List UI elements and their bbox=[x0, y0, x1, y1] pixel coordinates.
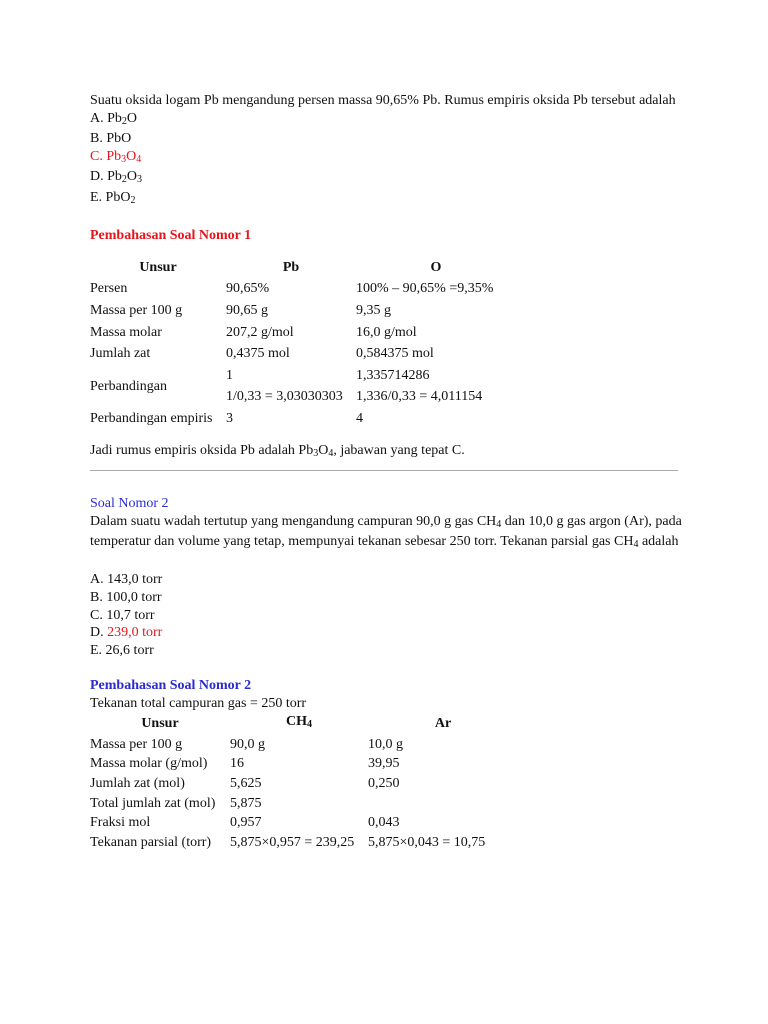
option-c bbox=[90, 148, 690, 169]
pb-value: 3 bbox=[226, 410, 233, 426]
table-row bbox=[90, 278, 516, 300]
subscript: 2 bbox=[121, 174, 127, 186]
subscript: 4 bbox=[307, 719, 312, 731]
option-c: C. 10,7 torr bbox=[90, 607, 155, 623]
table-row bbox=[90, 343, 516, 365]
question-text: dan 10,0 g gas argon (Ar), pada temperatur dan volume yang tetap, mempunyai tekanan sebesar 250 torr. Tekanan parsial gas CH bbox=[90, 513, 682, 550]
o-value: 16,0 g/mol bbox=[356, 324, 417, 340]
option-e bbox=[90, 189, 690, 210]
ch4-value: 0,957 bbox=[230, 815, 262, 831]
row-label: Massa molar bbox=[90, 324, 162, 340]
subscript: 4 bbox=[136, 153, 142, 165]
document-page bbox=[90, 92, 690, 852]
row-label: Jumlah zat bbox=[90, 346, 151, 362]
o-value: 4 bbox=[356, 410, 363, 426]
pb-value: 90,65% bbox=[226, 281, 270, 297]
row-label: Perbandingan bbox=[90, 378, 167, 394]
header-ch4 bbox=[230, 712, 368, 735]
option-label: E. PbO bbox=[90, 189, 131, 205]
option-a: A. 143,0 torr bbox=[90, 572, 163, 588]
pembahasan-2-intro: Tekanan total campuran gas = 250 torr bbox=[90, 695, 307, 711]
table-row bbox=[90, 322, 516, 344]
table-row bbox=[90, 408, 516, 430]
o-ratio-calc: 1,336/0,33 = 4,011154 bbox=[356, 389, 483, 405]
question-1-options bbox=[90, 110, 690, 210]
row-label: Massa per 100 g bbox=[90, 302, 183, 318]
option-b: B. 100,0 torr bbox=[90, 590, 162, 606]
question-2-text bbox=[90, 513, 690, 554]
pembahasan-1-heading: Pembahasan Soal Nomor 1 bbox=[90, 228, 252, 244]
pb-value: 0,4375 mol bbox=[226, 346, 290, 362]
conclusion-text: , jabawan yang tepat C. bbox=[333, 442, 465, 458]
ch4-value: 5,875×0,957 = 239,25 bbox=[230, 834, 355, 850]
ar-value: 39,95 bbox=[368, 756, 400, 772]
table-row bbox=[90, 754, 518, 774]
subscript: 3 bbox=[121, 153, 127, 165]
o-value: 0,584375 mol bbox=[356, 346, 434, 362]
o-value: 9,35 g bbox=[356, 302, 391, 318]
header-text: CH bbox=[286, 714, 307, 730]
pb-value: 207,2 g/mol bbox=[226, 324, 294, 340]
header-unsur: Unsur bbox=[141, 715, 179, 731]
pb-value bbox=[226, 365, 356, 408]
question-1-text: Suatu oksida logam Pb mengandung persen massa 90,65% Pb. Rumus empiris oksida Pb tersebut adalah bbox=[90, 93, 676, 108]
correct-answer: 239,0 torr bbox=[107, 625, 163, 641]
formula-part: O bbox=[126, 169, 138, 185]
pb-ratio-calc: 1/0,33 = 3,03030303 bbox=[226, 389, 343, 405]
ch4-value: 16 bbox=[230, 756, 244, 772]
row-label: Total jumlah zat (mol) bbox=[90, 795, 216, 811]
o-value bbox=[356, 365, 516, 408]
option-d bbox=[90, 624, 690, 642]
option-a bbox=[90, 110, 690, 131]
o-ratio: 1,335714286 bbox=[356, 367, 430, 383]
row-label: Massa molar (g/mol) bbox=[90, 756, 208, 772]
pb-value: 90,65 g bbox=[226, 302, 268, 318]
row-label: Fraksi mol bbox=[90, 815, 151, 831]
pembahasan-2-heading: Pembahasan Soal Nomor 2 bbox=[90, 678, 252, 694]
conclusion-text: Jadi rumus empiris oksida Pb adalah Pb bbox=[90, 442, 314, 458]
pembahasan-1-table bbox=[90, 257, 516, 430]
ar-value: 10,0 g bbox=[368, 736, 403, 752]
ar-value bbox=[368, 794, 518, 814]
table-row bbox=[90, 813, 518, 833]
question-text: Dalam suatu wadah tertutup yang mengandung campuran 90,0 g gas CH bbox=[90, 513, 497, 529]
ar-value: 5,875×0,043 = 10,75 bbox=[368, 834, 486, 850]
ch4-value: 90,0 g bbox=[230, 736, 265, 752]
divider bbox=[90, 470, 678, 471]
table-header-row bbox=[90, 257, 516, 279]
subscript: 4 bbox=[328, 447, 334, 459]
option-label: D. Pb bbox=[90, 169, 122, 185]
table-row bbox=[90, 300, 516, 322]
formula-part: O bbox=[126, 148, 137, 164]
subscript: 4 bbox=[496, 518, 502, 530]
header-pb: Pb bbox=[282, 259, 300, 275]
subscript: 3 bbox=[313, 447, 319, 459]
table-header-row bbox=[90, 712, 518, 735]
formula-part: O bbox=[126, 110, 138, 126]
o-value: 100% – 90,65% =9,35% bbox=[356, 281, 494, 297]
pb-ratio: 1 bbox=[226, 367, 233, 383]
option-e: E. 26,6 torr bbox=[90, 642, 154, 658]
ch4-value: 5,875 bbox=[230, 795, 262, 811]
pembahasan-1-conclusion bbox=[90, 442, 690, 463]
option-label: C. Pb bbox=[90, 148, 122, 164]
subscript: 2 bbox=[121, 115, 127, 127]
row-label: Jumlah zat (mol) bbox=[90, 776, 185, 791]
subscript: 4 bbox=[633, 539, 639, 551]
row-label: Perbandingan empiris bbox=[90, 410, 213, 426]
ar-value: 0,043 bbox=[368, 815, 400, 831]
question-text: adalah bbox=[638, 534, 679, 550]
table-row bbox=[90, 774, 518, 794]
table-row-perbandingan bbox=[90, 365, 516, 408]
option-label: B. PbO bbox=[90, 131, 132, 147]
option-prefix: D. bbox=[90, 625, 108, 641]
pembahasan-2-table bbox=[90, 712, 518, 852]
option-d bbox=[90, 168, 690, 189]
option-b bbox=[90, 130, 690, 148]
conclusion-text: O bbox=[318, 442, 329, 458]
table-row bbox=[90, 833, 518, 853]
row-label: Massa per 100 g bbox=[90, 736, 183, 752]
subscript: 2 bbox=[130, 194, 136, 206]
question-2-heading: Soal Nomor 2 bbox=[90, 496, 169, 512]
header-ar: Ar bbox=[434, 715, 452, 731]
option-label: A. Pb bbox=[90, 110, 122, 126]
ch4-value: 5,625 bbox=[230, 776, 262, 791]
ar-value: 0,250 bbox=[368, 776, 400, 791]
row-label: Persen bbox=[90, 281, 128, 297]
header-o: O bbox=[430, 259, 442, 275]
table-row bbox=[90, 794, 518, 814]
row-label: Tekanan parsial (torr) bbox=[90, 834, 212, 850]
table-row bbox=[90, 735, 518, 755]
header-unsur: Unsur bbox=[139, 259, 177, 275]
subscript: 3 bbox=[137, 174, 143, 186]
